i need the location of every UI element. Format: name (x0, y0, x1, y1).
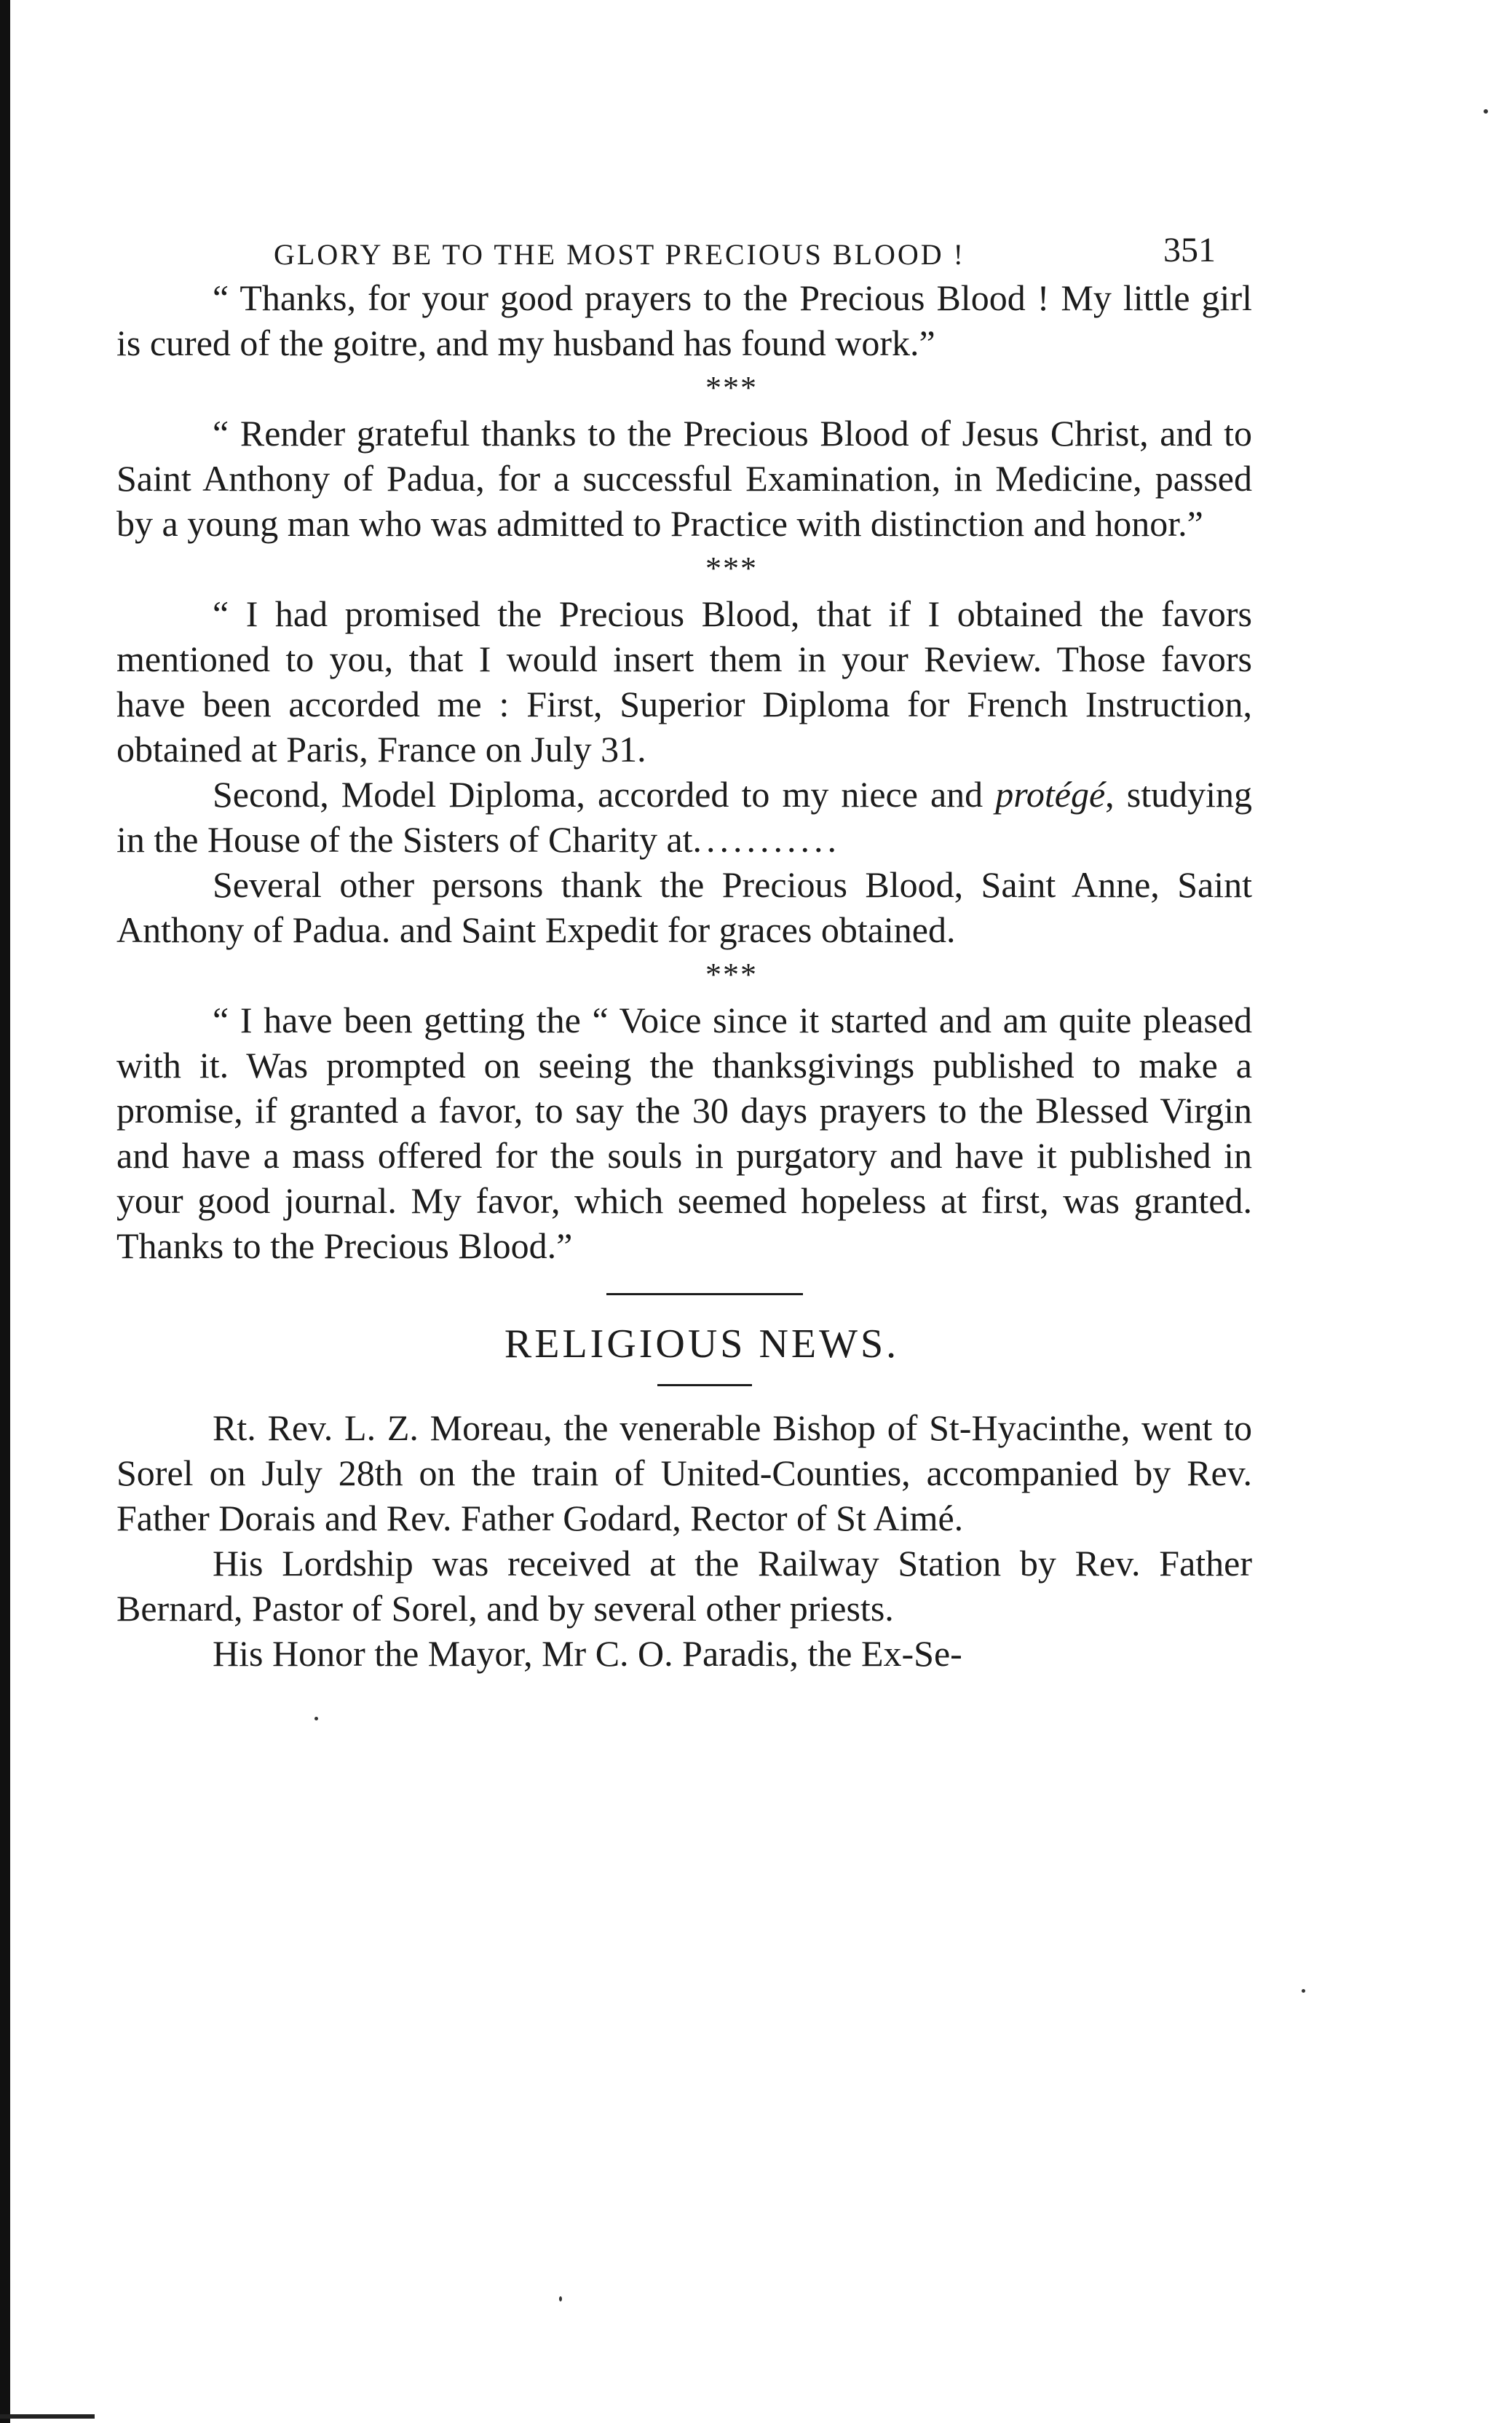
binding-edge (0, 0, 10, 2423)
second-diploma-text-end: , studying in the House of the Sisters of Charity at (116, 774, 1252, 860)
letter-voice-journal: “ I have been getting the “ Voice since it started and am quite pleased with it. Was prompted on seeing the thanksgivings published to make a promise, if granted a favor, to say the 30 days prayers to the Blessed Virgin and have a mass offered for the souls in purgatory and have it published in your good journal. My favor, which seemed hopeless at first, was granted. Thanks to the Precious Blood.” (116, 1000, 1252, 1266)
asterism-divider (116, 546, 1252, 591)
news-paragraph: His Lordship was received at the Railway Station by Rev. Father Bernard, Pastor of Sorel, and by several other priests. (116, 1543, 1252, 1629)
protege-italic: protégé (995, 774, 1106, 815)
asterism: *** (705, 550, 758, 586)
ink-speck (314, 1717, 318, 1720)
title-underline-rule (657, 1384, 752, 1386)
ink-speck (559, 2296, 562, 2301)
news-paragraph: Rt. Rev. L. Z. Moreau, the venerable Bishop of St-Hyacinthe, went to Sorel on July 28th on the train of United-Counties, accompanied by Rev. Father Dorais and Rev. Father Godard, Rector of St Aimé. (116, 1407, 1252, 1538)
section-divider-rule (606, 1293, 803, 1295)
running-head (116, 224, 1252, 275)
letter-diplomas-second (116, 772, 1252, 862)
asterism: *** (705, 957, 758, 992)
letter-diplomas-first: “ I had promised the Precious Blood, that if I obtained the favors mentioned to you, that I would insert them in your Review. Those favors have been accorded me : First, Superior Diploma for French Instruction, obtained at Paris, France on July 31. (116, 593, 1252, 770)
ink-speck (1302, 1989, 1305, 1993)
thanksgivings-section (116, 275, 1252, 1268)
letter-thanks-goitre: “ Thanks, for your good prayers to the Precious Blood ! My little girl is cured of the goitre, and my husband has found work.” (116, 277, 1252, 363)
binding-edge-foot (0, 2414, 95, 2419)
second-diploma-text: Second, Model Diploma, accorded to my niece and (213, 774, 996, 815)
letter-diplomas-others: Several other persons thank the Precious Blood, Saint Anne, Saint Anthony of Padua. and Saint Expedit for graces obtained. (116, 864, 1252, 950)
religious-news-title: RELIGIOUS NEWS. (504, 1321, 900, 1367)
letter-examination-medicine: “ Render grateful thanks to the Precious Blood of Jesus Christ, and to Saint Anthony of Padua, for a successful Examination, in Medicine, passed by a young man who was admitted to Practice with distinction and honor.” (116, 413, 1252, 544)
running-title: GLORY BE TO THE MOST PRECIOUS BLOOD ! (274, 238, 965, 271)
page-number: 351 (1163, 231, 1216, 269)
ellipsis-dots: ........... (692, 819, 842, 860)
book-page (116, 224, 1252, 1676)
asterism-divider (116, 952, 1252, 997)
asterism: *** (705, 370, 758, 406)
ink-speck (1484, 109, 1488, 114)
asterism-divider (116, 365, 1252, 411)
news-paragraph: His Honor the Mayor, Mr C. O. Paradis, the Ex-Se- (213, 1633, 962, 1674)
religious-news-section (116, 1405, 1252, 1676)
